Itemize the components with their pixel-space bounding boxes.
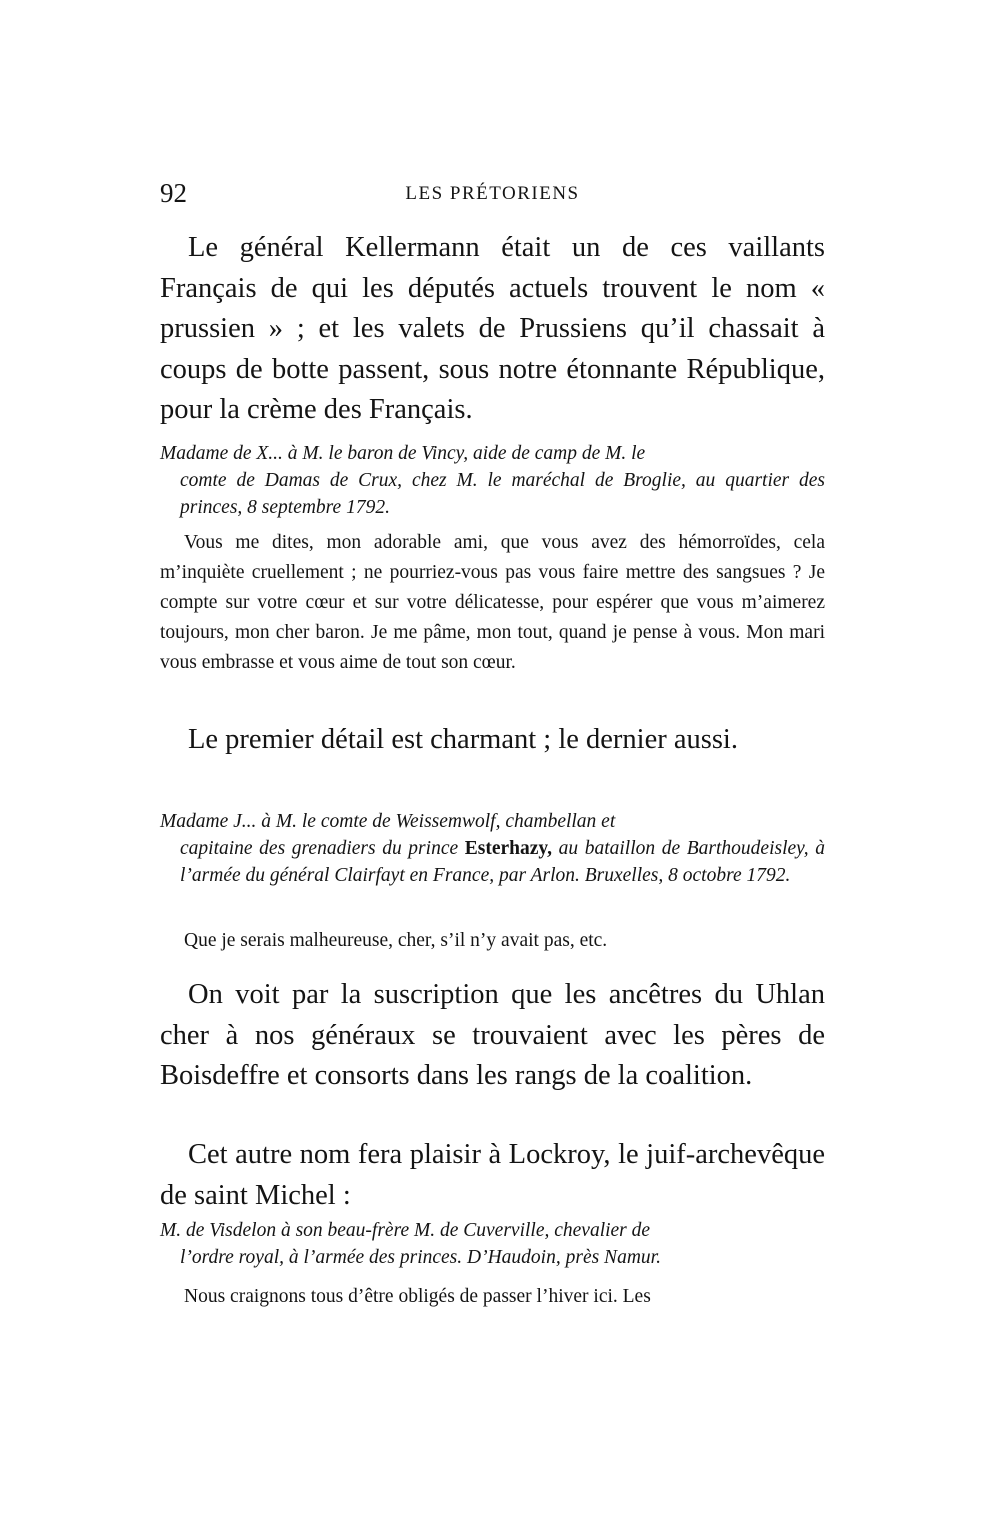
paragraph-suscription [160, 975, 825, 1097]
letter-caption-2-line1: Madame J... à M. le comte de Weissemwolf, chambellan et [160, 811, 616, 832]
letter-caption-2-bold-name: Esterhazy, [464, 838, 552, 859]
letter-caption-3-rest: l’ordre royal, à l’armée des princes. D’Haudoin, près Namur. [180, 1247, 661, 1268]
letter-body-1-text: Vous me dites, mon adorable ami, que vous avez des hémorroïdes, cela m’inquiète cruellement ; ne pourriez-vous pas vous faire mettre des sangsues ? Je compte sur votre cœur et sur votre délicatesse, pour espérer que vous m’aimerez toujours, mon cher baron. Je me pâme, mon tout, quand je pense à vous. Mon mari vous embrasse et vous aime de tout son cœur. [160, 532, 825, 673]
letter-body-3 [160, 1282, 825, 1312]
running-title: LES PRÉTORIENS [405, 183, 580, 204]
letter-caption-1-line1: Madame de X... à M. le baron de Vincy, aide de camp de M. le [160, 443, 646, 464]
letter-caption-1 [160, 440, 825, 521]
page-number: 92 [160, 178, 187, 208]
page-header [160, 178, 825, 210]
letter-caption-2-rest-b: au bataillon de Barthoudeisley, à l’armée du général Clairfayt en France, par Arlon. Bruxelles, 8 octobre 1792. [180, 838, 825, 886]
letter-caption-3-line1: M. de Visdelon à son beau-frère M. de Cuverville, chevalier de [160, 1220, 651, 1241]
letter-body-2-text: Que je serais malheureuse, cher, s’il n’y avait pas, etc. [184, 930, 608, 951]
paragraph-suscription-text: On voit par la suscription que les ancêtres du Uhlan cher à nos généraux se trouvaient avec les pères de Boisdeffre et consorts dans les rangs de la coalition. [160, 979, 825, 1091]
letter-caption-2-rest [160, 835, 825, 889]
paragraph-kellermann-text: Le général Kellermann était un de ces vaillants Français de qui les députés actuels trouvent le nom « prussien » ; et les valets de Prussiens qu’il chassait à coups de botte passent, sous notre étonnante République, pour la crème des Français. [160, 232, 825, 425]
letter-caption-2 [160, 808, 825, 889]
letter-body-3-text: Nous craignons tous d’être obligés de passer l’hiver ici. Les [184, 1286, 651, 1307]
paragraph-premier-detail [160, 720, 825, 761]
letter-body-2 [160, 926, 825, 956]
paragraph-kellermann [160, 228, 825, 431]
letter-caption-3 [160, 1217, 825, 1271]
paragraph-lockroy-text: Cet autre nom fera plaisir à Lockroy, le juif-archevêque de saint Michel : [160, 1139, 825, 1211]
letter-body-1 [160, 528, 825, 678]
letter-caption-1-rest: comte de Damas de Crux, chez M. le maréchal de Broglie, au quartier des princes, 8 septembre 1792. [180, 470, 825, 518]
paragraph-premier-detail-text: Le premier détail est charmant ; le dernier aussi. [188, 724, 738, 755]
letter-caption-2-rest-a: capitaine des grenadiers du prince [180, 838, 459, 859]
paragraph-lockroy [160, 1135, 825, 1216]
